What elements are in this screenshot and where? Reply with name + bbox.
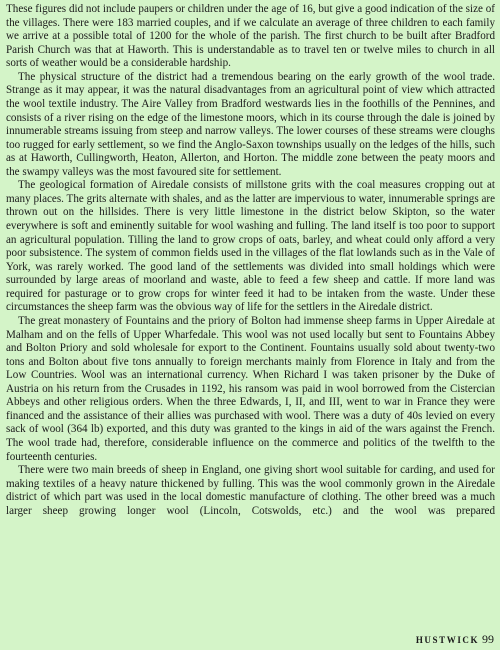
paragraph-1: These figures did not include paupers or children under the age of 16, but give a good indication of the size of the villages. There were 183 married couples, and if we calculate an average of three children to each family we arrive at a possible total of 1200 for the whole of the parish. The first church to be built after Bradford Parish Church was that at Haworth. This is understandable as to travel ten or twelve miles to church in all sorts of weather would be a considerable hardship. <box>6 3 495 70</box>
paragraph-2: The physical structure of the district had a tremendous bearing on the early growth of the wool trade. Strange as it may appear, it was the natural disadvantages from an agricultural point of view which attracted the wool textile industry. The Aire Valley from Bradford westwards lies in the foothills of the Pennines, and consists of a river rising on the edge of the limestone moors, which in its course through the dale is joined by innumerable streams issuing from steep and narrow valleys. The lower courses of these streams were cloughs too rugged for early settlement, so we find the Anglo-Saxon townships usually on the ledges of the hills, such as at Haworth, Cullingworth, Heaton, Allerton, and Horton. The middle zone between the peaty moors and the swampy valleys was the most favoured site for settlement. <box>6 70 495 178</box>
page-number: 99 <box>482 632 494 646</box>
paragraph-3: The geological formation of Airedale consists of millstone grits with the coal measures cropping out at many places. The grits alternate with shales, and as the latter are impervious to water, innumerable springs are thrown out on the hillsides. There is very little limestone in the district below Skipton, so the water everywhere is soft and eminently suitable for wool washing and fulling. The land itself is too poor to support an agricultural population. Tilling the land to grow crops of oats, barley, and wheat could only afford a very poor subsistence. The system of common fields used in the villages of the flat lowlands such as in the Vale of York, was rarely worked. The good land of the settlements was divided into small holdings which were surrounded by large areas of moorland and waste, able to feed a few sheep and cattle. If more land was required for pasturage or to grow crops for winter feed it had to be intaken from the waste. Under these circumstances the sheep farm was the obvious way of life for the settlers in the Airedale district. <box>6 179 495 314</box>
document-body <box>6 3 495 518</box>
paragraph-5: There were two main breeds of sheep in England, one giving short wool suitable for carding, and used for making textiles of a heavy nature thickened by fulling. This was the wool commonly grown in the Airedale district of which part was used in the local domestic manufacture of clothing. The other breed was a much larger sheep growing longer wool (Lincoln, Cotswolds, etc.) and the wool was prepared <box>6 464 495 517</box>
page-footer <box>416 632 494 647</box>
running-author: HUSTWICK <box>415 635 480 645</box>
paragraph-4: The great monastery of Fountains and the priory of Bolton had immense sheep farms in Upper Airedale at Malham and on the fells of Upper Wharfedale. This wool was not used locally but sent to Fountains Abbey and Bolton Priory and sold wholesale for export to the Continent. Fountains usually sold about twenty-two tons and Bolton about five tons annually to foreign merchants mainly from Florence in Italy and from the Low Countries. Wool was an international currency. When Richard I was taken prisoner by the Duke of Austria on his return from the Crusades in 1192, his ransom was paid in wool borrowed from the Cistercian Abbeys and other religious orders. When the three Edwards, I, II, and III, went to war in France they were financed and the assistance of their allies was purchased with wool. There was a duty of 40s levied on every sack of wool (364 lb) exported, and this duty was granted to the kings in aid of the wars against the French. The wool trade had, therefore, considerable influence on the commerce and politics of the twelfth to the fourteenth centuries. <box>6 314 495 463</box>
